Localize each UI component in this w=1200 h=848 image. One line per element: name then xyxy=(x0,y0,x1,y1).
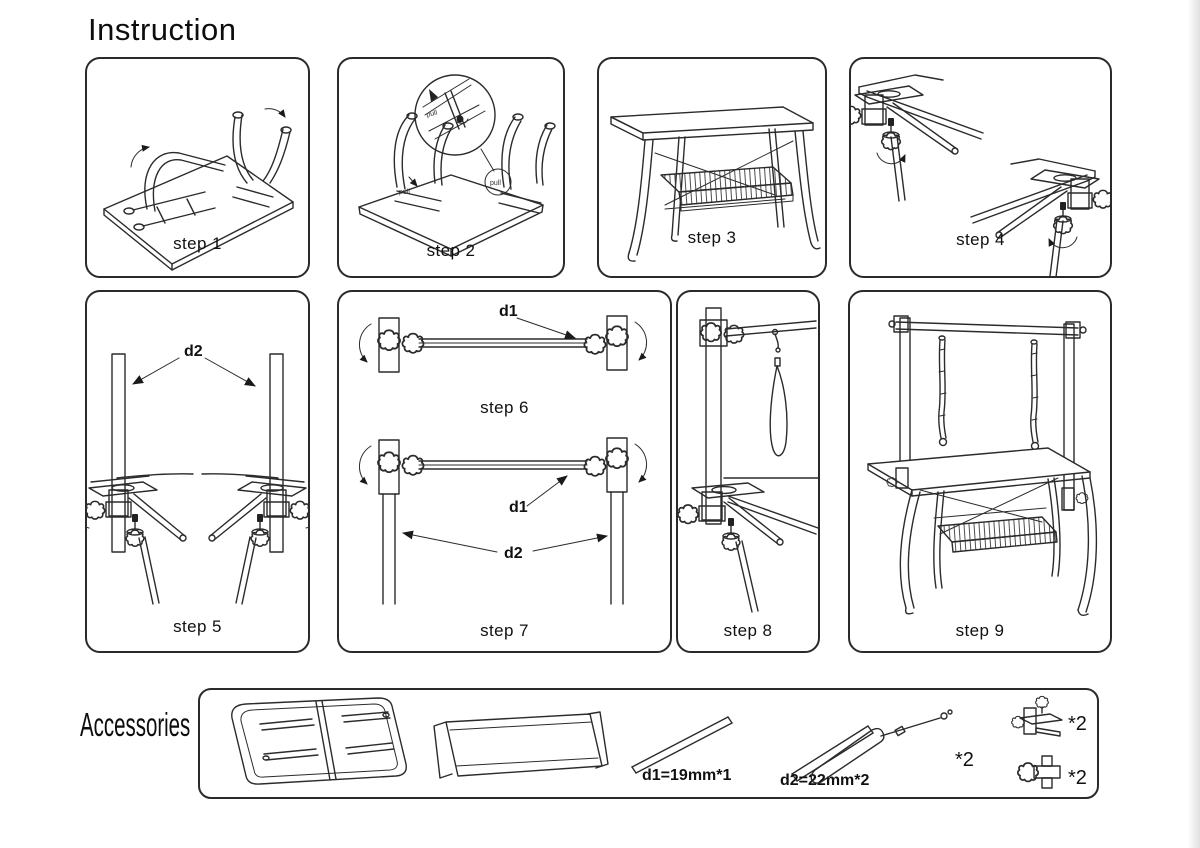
d1-arrow-step6 xyxy=(517,318,575,338)
leg-struts xyxy=(724,498,783,612)
step-9-panel xyxy=(848,290,1112,653)
step-7-label: step 7 xyxy=(480,621,529,640)
grooming-loop xyxy=(770,330,787,456)
crossbar-d1-step7 xyxy=(359,438,646,494)
folded-leg-frame xyxy=(124,153,225,230)
tube-d1-label: d1=19mm*1 xyxy=(642,767,732,784)
top-bracket-and-arm xyxy=(700,320,816,346)
wire-basket-shelf xyxy=(938,517,1057,552)
pull-label-left: pull xyxy=(399,189,410,196)
step-1-label: step 1 xyxy=(173,234,222,253)
step-6-7-drawing xyxy=(339,292,670,651)
pull-arrow-icon xyxy=(429,89,438,102)
step-5-drawing xyxy=(87,292,308,651)
step-8-panel xyxy=(676,290,820,653)
d1-label-step7: d1 xyxy=(509,499,528,516)
pull-label-right: pull xyxy=(490,180,501,187)
corner-clamp-drawing xyxy=(1012,696,1062,736)
magnifier-detail xyxy=(415,75,495,171)
d2-arrow-right-step7 xyxy=(533,536,607,551)
step-3-label: step 3 xyxy=(687,228,737,247)
raised-leg-frame xyxy=(233,112,291,207)
post-d2-right-assembly xyxy=(202,354,308,604)
step-8-label: step 8 xyxy=(723,621,773,640)
step-1-panel xyxy=(85,57,310,278)
folded-table-drawing xyxy=(232,698,407,784)
step-3-panel xyxy=(597,57,827,278)
d2-arrow-right xyxy=(205,358,255,386)
d2-label: d2 xyxy=(184,343,203,360)
page-title: Instruction xyxy=(88,12,237,47)
step-4-label: step 4 xyxy=(956,230,1005,249)
hanging-strap-right xyxy=(1031,340,1039,450)
right-leg-v xyxy=(499,114,555,213)
corner-clamp-detail-left xyxy=(851,75,983,201)
d2-label-step7: d2 xyxy=(504,545,523,562)
step-8-drawing xyxy=(678,292,818,651)
loop-qty-label: *2 xyxy=(955,749,974,771)
crossbar-d1-step6 xyxy=(359,316,646,372)
step-9-label: step 9 xyxy=(955,621,1005,640)
pull-label-magnifier: pull xyxy=(425,109,439,119)
page-edge-shadow xyxy=(1188,0,1200,848)
post-d2-left-assembly xyxy=(87,354,193,604)
pull-pointer-left xyxy=(409,177,417,186)
d1-label-step6: d1 xyxy=(499,303,518,320)
tube-d2-label: d2=22mm*2 xyxy=(780,772,870,789)
step-9-drawing xyxy=(850,292,1110,651)
accessories-panel xyxy=(198,688,1099,799)
rotate-arrow-right xyxy=(265,109,285,117)
tknob-qty-label: *2 xyxy=(1068,767,1087,789)
d2-arrow-left-step7 xyxy=(403,533,497,552)
wire-basket-shelf xyxy=(661,167,793,211)
wire-basket-drawing xyxy=(434,712,608,778)
left-leg-v xyxy=(394,113,453,211)
tube-d1-drawing xyxy=(632,717,732,773)
step-2-panel xyxy=(337,57,565,278)
accessories-drawing xyxy=(200,690,1097,797)
hanging-strap-left xyxy=(939,336,947,446)
d2-arrow-left xyxy=(133,358,179,384)
step-5-label: step 5 xyxy=(173,617,222,636)
step-5-panel xyxy=(85,290,310,653)
table-top xyxy=(611,107,813,140)
step-6-7-panel xyxy=(337,290,672,653)
accessories-heading: Accessories xyxy=(80,706,191,743)
table-top xyxy=(868,448,1090,496)
corner-clamp-detail-right xyxy=(971,159,1110,276)
rotate-arrow-left xyxy=(131,147,149,167)
step-4-panel xyxy=(849,57,1112,278)
d1-arrow-step7 xyxy=(527,476,567,506)
clamp-qty-label: *2 xyxy=(1068,713,1087,735)
t-knob-drawing xyxy=(1018,756,1060,788)
posts-d2-step7 xyxy=(383,492,623,604)
step-6-label: step 6 xyxy=(480,398,529,417)
step-2-label: step 2 xyxy=(426,241,476,260)
